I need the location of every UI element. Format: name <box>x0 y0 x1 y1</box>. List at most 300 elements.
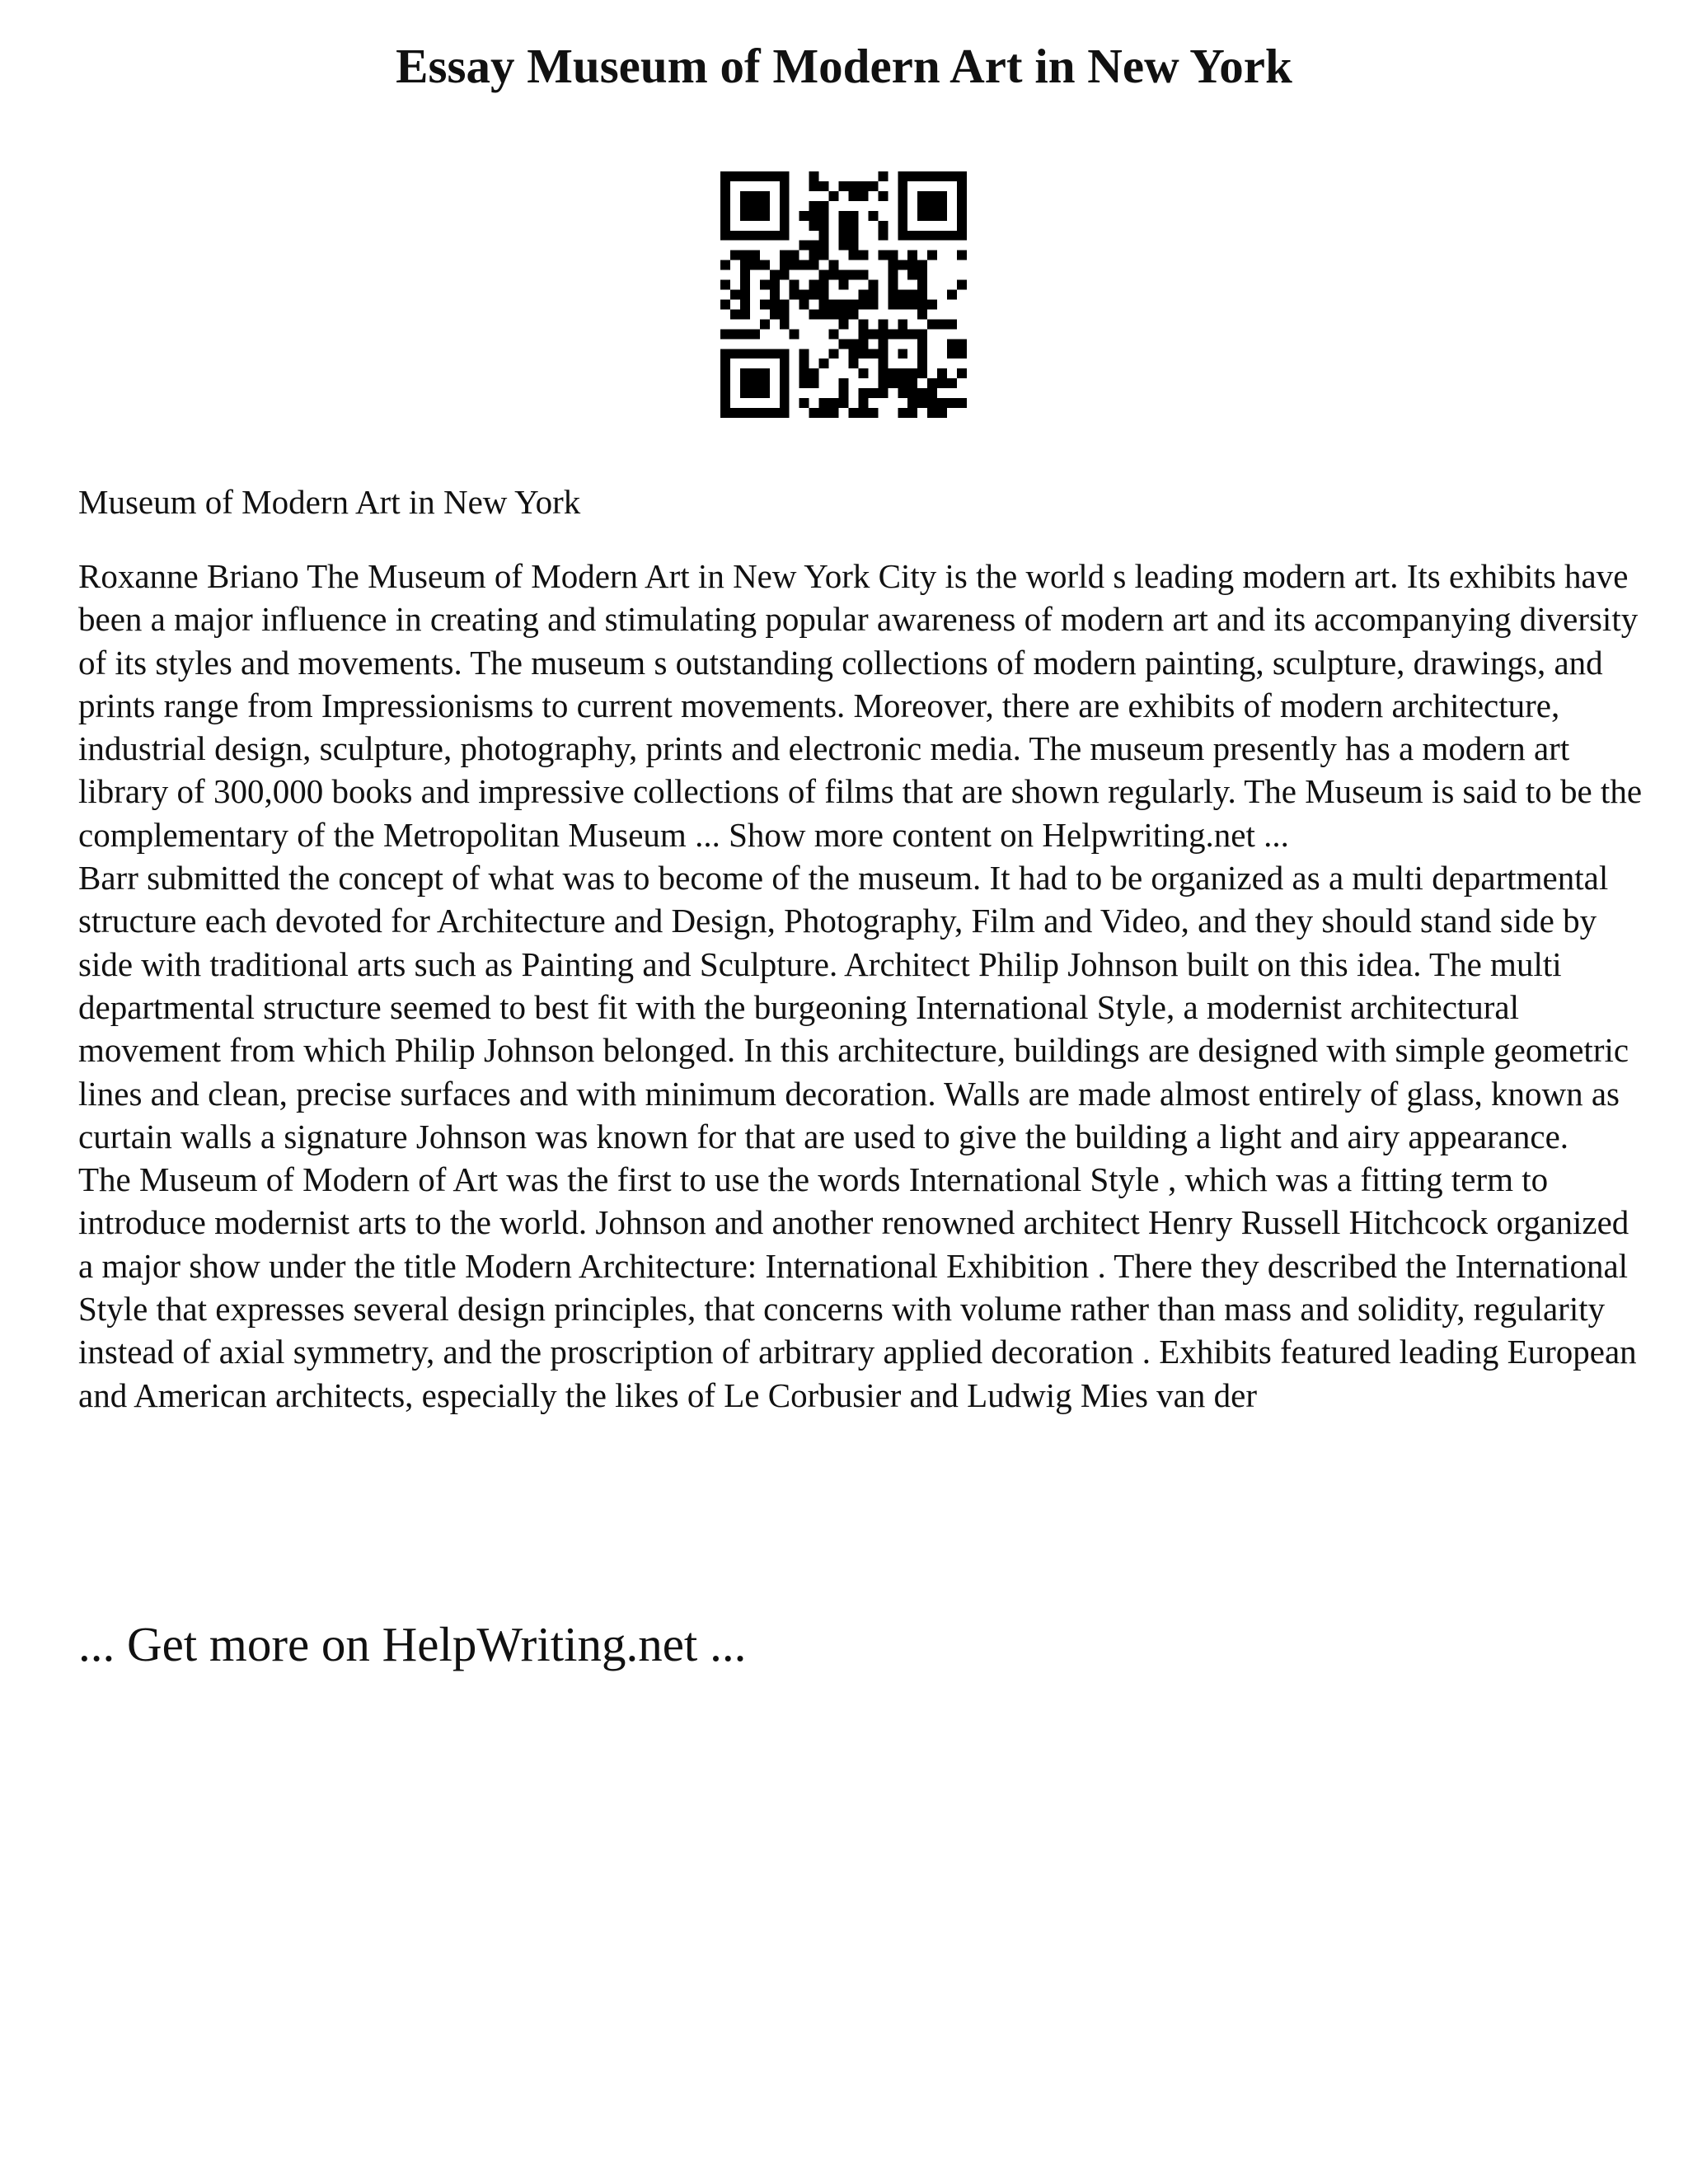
qr-module <box>917 329 927 339</box>
qr-module <box>848 349 858 359</box>
qr-module <box>760 408 770 418</box>
qr-module <box>848 299 858 309</box>
qr-module <box>957 181 967 191</box>
essay-subheading: Museum of Modern Art in New York <box>78 483 581 521</box>
qr-module <box>770 280 780 290</box>
qr-module <box>888 368 898 378</box>
qr-module <box>927 251 937 260</box>
qr-module <box>760 349 770 359</box>
qr-module <box>917 270 927 280</box>
qr-module <box>839 319 849 329</box>
qr-module <box>839 241 849 251</box>
qr-module <box>839 221 849 231</box>
qr-module <box>740 231 750 241</box>
qr-module <box>809 211 819 221</box>
qr-module <box>878 231 888 241</box>
qr-module <box>760 368 770 378</box>
qr-module <box>809 368 819 378</box>
qr-module <box>760 171 770 181</box>
qr-module <box>750 191 760 201</box>
qr-module <box>957 221 967 231</box>
qr-module <box>740 329 750 339</box>
qr-module <box>790 260 799 270</box>
qr-module <box>898 201 907 211</box>
qr-module <box>907 398 917 408</box>
qr-module <box>720 181 730 191</box>
qr-module <box>780 221 790 231</box>
qr-module <box>907 290 917 300</box>
qr-module <box>770 408 780 418</box>
qr-module <box>907 329 917 339</box>
qr-module <box>848 241 858 251</box>
qr-module <box>750 201 760 211</box>
qr-module <box>858 349 868 359</box>
qr-module <box>917 388 927 398</box>
qr-module <box>750 408 760 418</box>
qr-module <box>878 221 888 231</box>
qr-module <box>937 368 947 378</box>
qr-module <box>760 378 770 388</box>
qr-module <box>750 349 760 359</box>
qr-module <box>770 270 780 280</box>
qr-module <box>858 368 868 378</box>
essay-paragraph-2: Barr submitted the concept of what was to become of the museum. It had to be organized as a multi departmental structure each devoted for Architecture and Design, Photography, Film and Video, and they should stand side by side with traditional arts such as Painting and Sculpture. Architect Philip Johnson built on this idea. The multi departmental structure seemed to best fit with the burgeoning International Style, a modernist architectural movement from which Philip Johnson belonged. In this architecture, buildings are designed with simple geometric lines and clean, precise surfaces and with minimum decoration. Walls are made almost entirely of glass, known as curtain walls a signature Johnson was known for that are used to give the building a light and airy appearance. <box>78 859 1629 1155</box>
qr-module <box>848 231 858 241</box>
qr-module <box>848 221 858 231</box>
qr-code-icon <box>720 171 967 418</box>
qr-module <box>809 309 819 319</box>
qr-module <box>947 378 957 388</box>
qr-module <box>720 211 730 221</box>
qr-module <box>888 260 898 270</box>
qr-module <box>770 171 780 181</box>
qr-module <box>730 309 740 319</box>
qr-module <box>760 201 770 211</box>
qr-module <box>829 329 839 339</box>
qr-module <box>888 270 898 280</box>
qr-module <box>780 251 790 260</box>
qr-module <box>907 270 917 280</box>
qr-module <box>790 290 799 300</box>
qr-module <box>740 408 750 418</box>
qr-module <box>720 349 730 359</box>
qr-module <box>750 211 760 221</box>
qr-module <box>878 339 888 349</box>
qr-module <box>740 260 750 270</box>
qr-module <box>780 299 790 309</box>
qr-module <box>730 349 740 359</box>
qr-module <box>898 231 907 241</box>
qr-module <box>819 309 829 319</box>
get-more-link[interactable]: ... Get more on HelpWriting.net ... <box>78 1617 747 1671</box>
qr-module <box>878 319 888 329</box>
qr-module <box>740 171 750 181</box>
qr-module <box>809 181 819 191</box>
qr-module <box>740 368 750 378</box>
qr-module <box>888 251 898 260</box>
qr-module <box>720 191 730 201</box>
qr-module <box>839 339 849 349</box>
qr-module <box>760 299 770 309</box>
qr-module <box>780 181 790 191</box>
qr-module <box>848 408 858 418</box>
qr-module <box>917 280 927 290</box>
qr-module <box>730 231 740 241</box>
qr-module <box>799 299 809 309</box>
qr-module <box>937 408 947 418</box>
qr-module <box>927 201 937 211</box>
qr-module <box>898 368 907 378</box>
qr-module <box>858 388 868 398</box>
qr-module <box>917 260 927 270</box>
qr-module <box>829 270 839 280</box>
qr-module <box>957 171 967 181</box>
qr-module <box>750 260 760 270</box>
qr-module <box>917 171 927 181</box>
qr-module <box>770 231 780 241</box>
qr-module <box>740 191 750 201</box>
qr-module <box>819 221 829 231</box>
qr-module <box>760 280 770 290</box>
qr-module <box>957 191 967 201</box>
qr-module <box>799 260 809 270</box>
qr-module <box>937 398 947 408</box>
qr-module <box>780 398 790 408</box>
qr-module <box>750 368 760 378</box>
qr-module <box>898 211 907 221</box>
qr-module <box>937 319 947 329</box>
qr-module <box>927 171 937 181</box>
qr-module <box>907 171 917 181</box>
qr-module <box>819 251 829 260</box>
qr-module <box>917 191 927 201</box>
essay-body <box>78 480 1644 1417</box>
qr-module <box>858 270 868 280</box>
qr-module <box>947 171 957 181</box>
qr-module <box>907 378 917 388</box>
qr-module <box>740 299 750 309</box>
qr-module <box>809 171 819 181</box>
qr-module <box>780 349 790 359</box>
qr-module <box>809 201 819 211</box>
qr-module <box>829 309 839 319</box>
qr-module <box>868 280 878 290</box>
qr-module <box>927 388 937 398</box>
qr-module <box>858 329 868 339</box>
qr-module <box>848 191 858 201</box>
qr-module <box>878 378 888 388</box>
qr-module <box>780 359 790 368</box>
qr-module <box>858 181 868 191</box>
qr-module <box>750 388 760 398</box>
essay-paragraph-3: The Museum of Modern of Art was the first to use the words International Style , which was a fitting term to introduce modernist arts to the world. Johnson and another renowned architect Henry Russell Hitchcock organized a major show under the title Modern Architecture: International Exhibition . There they described the International Style that expresses several design principles, that concerns with volume rather than mass and solidity, regularity instead of axial symmetry, and the proscription of arbitrary applied decoration . Exhibits featured leading European and American architects, especially the likes of Le Corbusier and Ludwig Mies van der <box>78 1160 1637 1414</box>
qr-module <box>898 221 907 231</box>
qr-module <box>957 251 967 260</box>
qr-module <box>730 408 740 418</box>
qr-module <box>819 201 829 211</box>
qr-module <box>780 408 790 418</box>
qr-module <box>868 290 878 300</box>
qr-module <box>829 349 839 359</box>
qr-module <box>720 408 730 418</box>
qr-module <box>917 201 927 211</box>
qr-module <box>917 339 927 349</box>
qr-module <box>868 211 878 221</box>
qr-module <box>720 398 730 408</box>
qr-module <box>730 251 740 260</box>
qr-module <box>957 368 967 378</box>
qr-module <box>770 290 780 300</box>
qr-module <box>740 378 750 388</box>
qr-module <box>839 378 849 388</box>
qr-module <box>907 368 917 378</box>
qr-module <box>799 241 809 251</box>
qr-module <box>839 388 849 398</box>
qr-module <box>907 251 917 260</box>
qr-module <box>937 171 947 181</box>
qr-module <box>819 270 829 280</box>
qr-module <box>927 378 937 388</box>
qr-module <box>740 309 750 319</box>
qr-module <box>740 251 750 260</box>
qr-module <box>888 280 898 290</box>
qr-module <box>760 231 770 241</box>
qr-module <box>917 398 927 408</box>
qr-module <box>760 191 770 201</box>
qr-module <box>780 201 790 211</box>
qr-module <box>760 319 770 329</box>
qr-module <box>957 231 967 241</box>
qr-module <box>917 211 927 221</box>
qr-module <box>780 309 790 319</box>
qr-module <box>760 260 770 270</box>
qr-module <box>898 349 907 359</box>
qr-module <box>917 359 927 368</box>
qr-module <box>858 299 868 309</box>
qr-module <box>898 299 907 309</box>
qr-module <box>927 299 937 309</box>
qr-module <box>750 378 760 388</box>
qr-module <box>907 408 917 418</box>
qr-module <box>957 398 967 408</box>
qr-module <box>720 280 730 290</box>
qr-module <box>799 290 809 300</box>
qr-module <box>917 368 927 378</box>
qr-module <box>790 251 799 260</box>
qr-module <box>819 231 829 241</box>
qr-module <box>809 251 819 260</box>
qr-module <box>848 181 858 191</box>
qr-module <box>819 290 829 300</box>
qr-module <box>907 260 917 270</box>
qr-module <box>927 319 937 329</box>
qr-module <box>917 231 927 241</box>
qr-module <box>947 290 957 300</box>
qr-module <box>839 280 849 290</box>
qr-module <box>898 329 907 339</box>
qr-module <box>720 221 730 231</box>
qr-module <box>898 171 907 181</box>
qr-module <box>878 329 888 339</box>
qr-module <box>927 211 937 221</box>
qr-module <box>858 339 868 349</box>
qr-module <box>750 329 760 339</box>
qr-module <box>740 388 750 398</box>
qr-module <box>848 309 858 319</box>
qr-module <box>947 398 957 408</box>
qr-module <box>858 290 868 300</box>
qr-module <box>839 309 849 319</box>
qr-module <box>799 398 809 408</box>
qr-module <box>868 299 878 309</box>
qr-module <box>839 398 849 408</box>
qr-module <box>917 309 927 319</box>
qr-module <box>858 319 868 329</box>
qr-module <box>907 299 917 309</box>
qr-module <box>780 231 790 241</box>
qr-module <box>868 181 878 191</box>
qr-module <box>809 260 819 270</box>
qr-module <box>790 280 799 290</box>
qr-module <box>898 408 907 418</box>
qr-module <box>858 191 868 201</box>
qr-module <box>829 191 839 201</box>
qr-module <box>720 329 730 339</box>
qr-module <box>957 339 967 349</box>
qr-module <box>740 290 750 300</box>
qr-module <box>858 251 868 260</box>
qr-module <box>917 299 927 309</box>
qr-module <box>858 408 868 418</box>
qr-module <box>720 368 730 378</box>
qr-module <box>898 319 907 329</box>
qr-module <box>898 260 907 270</box>
qr-module <box>878 191 888 201</box>
document-title: Essay Museum of Modern Art in New York <box>396 39 1292 93</box>
qr-module <box>780 211 790 221</box>
qr-module <box>799 211 809 221</box>
qr-module <box>819 299 829 309</box>
qr-module <box>947 319 957 329</box>
qr-module <box>799 349 809 359</box>
qr-module <box>937 378 947 388</box>
qr-module <box>740 270 750 280</box>
qr-module <box>750 171 760 181</box>
qr-module <box>927 408 937 418</box>
qr-module <box>799 368 809 378</box>
qr-module <box>819 398 829 408</box>
qr-module <box>888 290 898 300</box>
qr-module <box>770 299 780 309</box>
qr-module <box>740 280 750 290</box>
qr-module <box>848 251 858 260</box>
qr-module <box>839 270 849 280</box>
qr-module <box>888 378 898 388</box>
qr-module <box>957 349 967 359</box>
qr-module <box>750 231 760 241</box>
qr-module <box>917 349 927 359</box>
qr-module <box>898 191 907 201</box>
qr-module <box>878 388 888 398</box>
qr-module <box>780 319 790 329</box>
qr-module <box>878 368 888 378</box>
qr-module <box>799 359 809 368</box>
qr-module <box>878 349 888 359</box>
qr-module <box>868 329 878 339</box>
qr-module <box>819 280 829 290</box>
qr-module <box>819 181 829 191</box>
qr-module <box>760 388 770 398</box>
qr-module <box>839 181 849 191</box>
qr-module <box>740 201 750 211</box>
qr-module <box>858 398 868 408</box>
qr-module <box>720 231 730 241</box>
qr-module <box>809 221 819 231</box>
qr-module <box>947 231 957 241</box>
qr-module <box>750 251 760 260</box>
qr-module <box>809 378 819 388</box>
qr-module <box>898 181 907 191</box>
qr-module <box>720 171 730 181</box>
qr-module <box>839 231 849 241</box>
qr-module <box>927 191 937 201</box>
qr-module <box>780 260 790 270</box>
qr-module <box>770 309 780 319</box>
qr-module <box>868 408 878 418</box>
essay-paragraph-1: Roxanne Briano The Museum of Modern Art in New York City is the world s leading modern art. Its exhibits have been a major influence in creating and stimulating popular awareness of modern art and its accompanying diversity of its styles and movements. The museum s outstanding collections of modern painting, sculpture, drawings, and prints range from Impressionisms to current movements. Moreover, there are exhibits of modern architecture, industrial design, sculpture, photography, prints and electronic media. The museum presently has a modern art library of 300,000 books and impressive collections of films that are shown regularly. The Museum is said to be the complementary of the Metropolitan Museum ... Show more content on Helpwriting.net ... <box>78 557 1643 854</box>
qr-module <box>829 408 839 418</box>
qr-module <box>947 339 957 349</box>
qr-module <box>898 378 907 388</box>
qr-module <box>937 201 947 211</box>
qr-module <box>819 408 829 418</box>
qr-module <box>780 378 790 388</box>
qr-module <box>809 241 819 251</box>
qr-module <box>720 260 730 270</box>
qr-module <box>839 211 849 221</box>
qr-module <box>819 359 829 368</box>
qr-module <box>760 211 770 221</box>
qr-module <box>730 171 740 181</box>
qr-module <box>829 299 839 309</box>
qr-module <box>809 290 819 300</box>
qr-module <box>780 388 790 398</box>
qr-module <box>780 171 790 181</box>
qr-module <box>937 231 947 241</box>
qr-module <box>917 290 927 300</box>
qr-module <box>819 241 829 251</box>
qr-module <box>780 270 790 280</box>
qr-module <box>878 171 888 181</box>
qr-module <box>809 280 819 290</box>
qr-module <box>957 211 967 221</box>
qr-module <box>720 299 730 309</box>
qr-module <box>848 339 858 349</box>
qr-module <box>848 359 858 368</box>
qr-module <box>907 231 917 241</box>
qr-module <box>720 359 730 368</box>
qr-module <box>829 398 839 408</box>
qr-module <box>740 211 750 221</box>
qr-module <box>819 211 829 221</box>
qr-module <box>780 368 790 378</box>
qr-module <box>907 388 917 398</box>
qr-module <box>868 349 878 359</box>
qr-module <box>740 349 750 359</box>
qr-module <box>720 378 730 388</box>
qr-module <box>878 359 888 368</box>
qr-module <box>888 329 898 339</box>
